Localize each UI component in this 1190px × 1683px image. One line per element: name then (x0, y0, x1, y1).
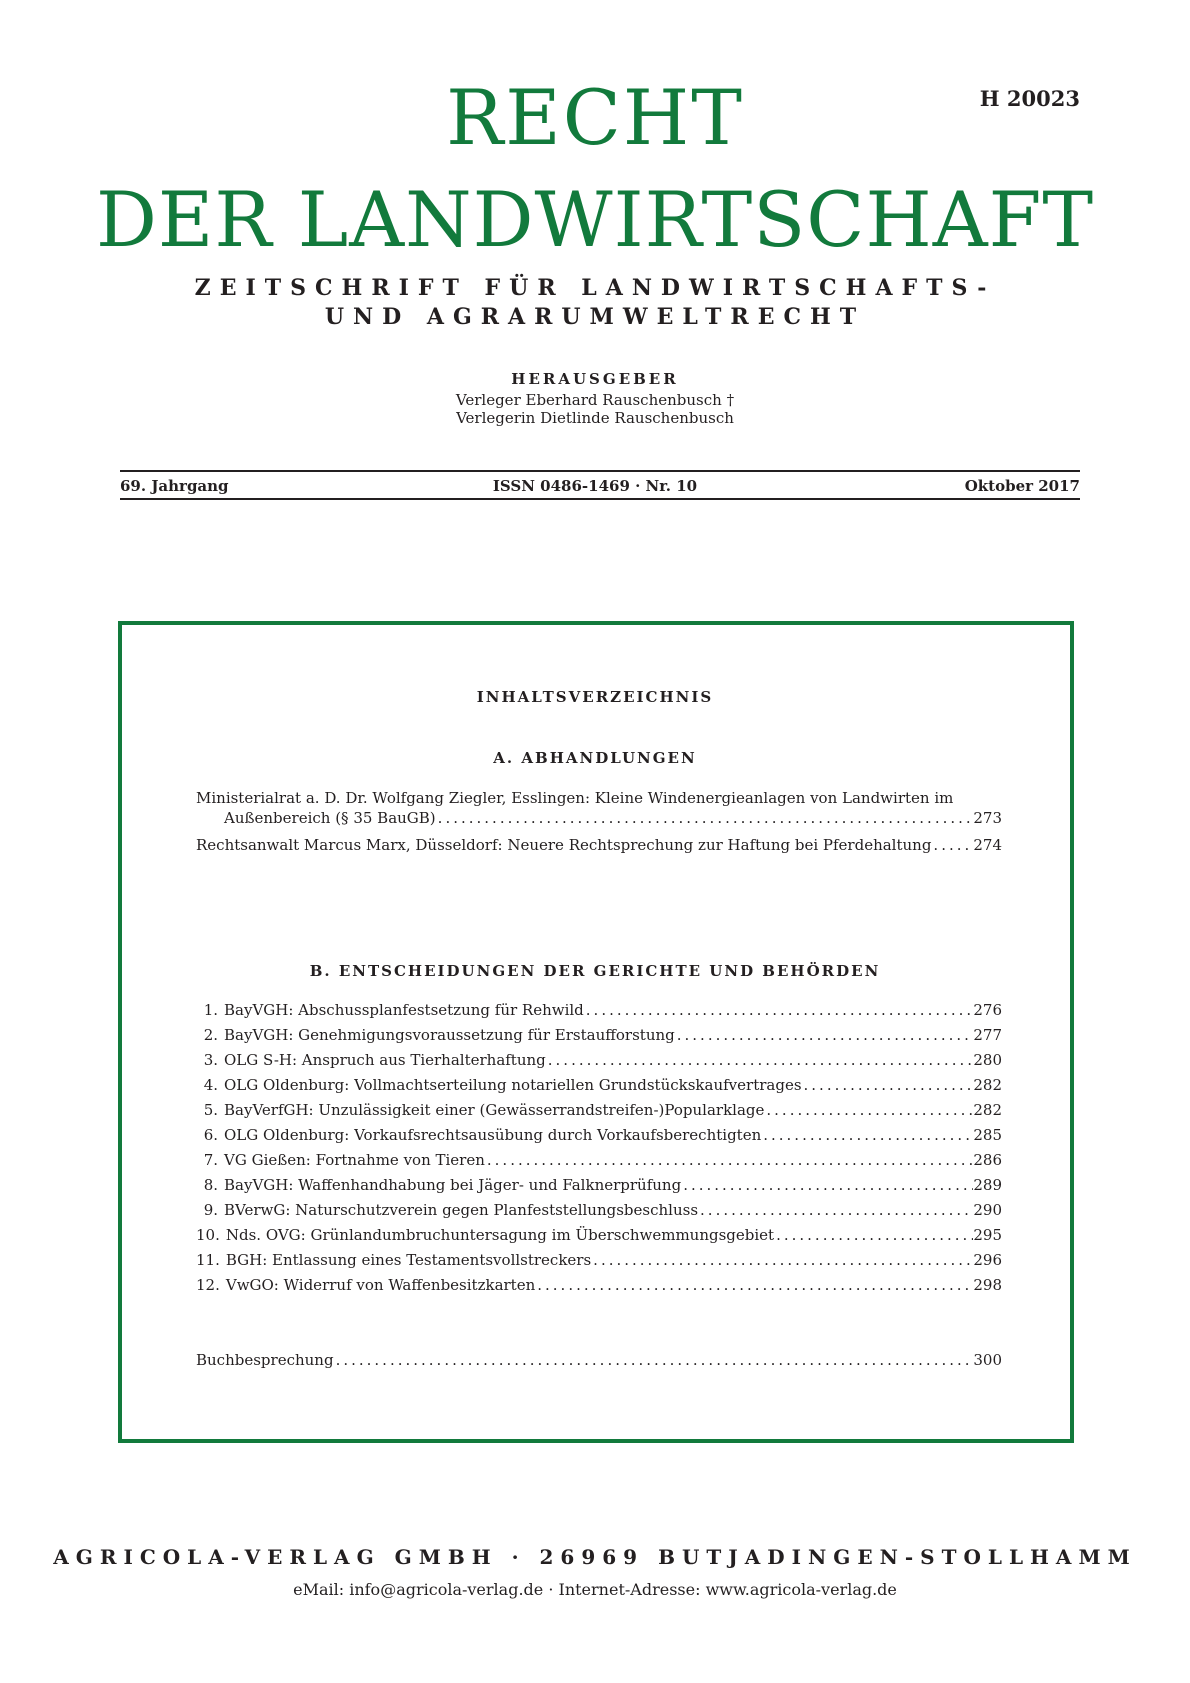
toc-entry-text: Nds. OVG: Grünlandumbruchuntersagung im Überschwemmungsgebiet (225, 1226, 775, 1244)
toc-entry-text: OLG Oldenburg: Vorkaufsrechtsausübung durch Vorkaufsberechtigten (224, 1126, 762, 1144)
toc-entry-text: BayVGH: Genehmigungsvoraussetzung für Erstaufforstung (224, 1026, 675, 1044)
toc-entry-text: BayVerfGH: Unzulässigkeit einer (Gewässerrandstreifen-)Popularklage (224, 1101, 765, 1119)
book-review-entry (196, 1350, 1002, 1370)
publisher-contact: eMail: info@agricola-verlag.de · Internet-Adresse: www.agricola-verlag.de (293, 1580, 897, 1599)
toc-page-number: 298 (973, 1276, 1002, 1294)
entry-number: 8. (203, 1176, 218, 1194)
toc-page-number: 300 (973, 1351, 1002, 1369)
toc-page-number: 273 (973, 809, 1002, 827)
toc-entry-text: VwGO: Widerruf von Waffenbesitzkarten (225, 1276, 536, 1294)
editors-heading: HERAUSGEBER (511, 370, 679, 388)
issue-volume: 69. Jahrgang (120, 477, 229, 495)
toc-page-number: 282 (973, 1076, 1002, 1094)
toc-entry-text: BayVGH: Waffenhandhabung bei Jäger- und Falknerprüfung (224, 1176, 682, 1194)
decision-entry (196, 1250, 1002, 1270)
entry-number: 1. (203, 1001, 218, 1019)
decision-entry (196, 1075, 1002, 1095)
toc-page-number: 289 (973, 1176, 1002, 1194)
decision-entry (196, 1225, 1002, 1245)
issue-date: Oktober 2017 (964, 477, 1080, 495)
decision-entry (196, 1000, 1002, 1020)
entry-number: 5. (203, 1101, 218, 1119)
decision-entry (196, 1150, 1002, 1170)
toc-entry-text: VG Gießen: Fortnahme von Tieren (224, 1151, 485, 1169)
toc-page-number: 286 (973, 1151, 1002, 1169)
toc-page-number: 274 (973, 836, 1002, 854)
toc-entry-text: Ministerialrat a. D. Dr. Wolfgang Ziegler, Esslingen: Kleine Windenergieanlagen von Landwirten im (196, 789, 954, 807)
dot-leader (675, 1025, 974, 1045)
issue-issn-number: ISSN 0486-1469 · Nr. 10 (492, 477, 698, 495)
toc-page-number: 290 (973, 1201, 1002, 1219)
dot-leader (774, 1225, 973, 1245)
dot-leader (436, 808, 974, 828)
dot-leader (764, 1100, 973, 1120)
entry-number: 3. (203, 1051, 218, 1069)
toc-entry-text: BayVGH: Abschussplanfestsetzung für Rehwild (224, 1001, 584, 1019)
journal-title-line2: DER LANDWIRTSCHAFT (95, 175, 1095, 264)
toc-page-number: 282 (973, 1101, 1002, 1119)
dot-leader (546, 1050, 974, 1070)
decision-entry (196, 1025, 1002, 1045)
entry-number: 6. (203, 1126, 218, 1144)
entry-number: 11. (196, 1251, 220, 1269)
decision-entry (196, 1200, 1002, 1220)
toc-entry-text: OLG S-H: Anspruch aus Tierhalterhaftung (224, 1051, 546, 1069)
dot-leader (681, 1175, 973, 1195)
toc-entry-text: BGH: Entlassung eines Testamentsvollstreckers (225, 1251, 592, 1269)
journal-code: H 20023 (979, 86, 1080, 111)
dot-leader (584, 1000, 974, 1020)
toc-entry-text: Buchbesprechung (196, 1351, 334, 1369)
entry-number: 4. (203, 1076, 218, 1094)
toc-entry-text: Rechtsanwalt Marcus Marx, Düsseldorf: Neuere Rechtsprechung zur Haftung bei Pferdehaltung (196, 836, 932, 854)
journal-subtitle-line2: UND AGRARUMWELTRECHT (324, 304, 866, 330)
toc-page-number: 277 (973, 1026, 1002, 1044)
toc-page-number: 280 (973, 1051, 1002, 1069)
toc-entry (196, 835, 1002, 855)
section-b-heading: B. ENTSCHEIDUNGEN DER GERICHTE UND BEHÖRDEN (309, 962, 881, 980)
toc-entry-text: BVerwG: Naturschutzverein gegen Planfeststellungsbeschluss (224, 1201, 699, 1219)
toc-page-number: 295 (973, 1226, 1002, 1244)
dot-leader (931, 835, 973, 855)
journal-title-line1: RECHT (446, 73, 744, 162)
decision-entry (196, 1175, 1002, 1195)
decision-entry (196, 1125, 1002, 1145)
issue-bar-top-rule (120, 470, 1080, 472)
entry-number: 9. (203, 1201, 218, 1219)
dot-leader (485, 1150, 973, 1170)
entry-number: 10. (196, 1226, 220, 1244)
dot-leader (698, 1200, 973, 1220)
journal-subtitle-line1: ZEITSCHRIFT FÜR LANDWIRTSCHAFTS- (194, 275, 996, 301)
toc-page-number: 276 (973, 1001, 1002, 1019)
editor-name: Verlegerin Dietlinde Rauschenbusch (456, 409, 734, 427)
dot-leader (802, 1075, 974, 1095)
dot-leader (591, 1250, 973, 1270)
toc-entry-text: Außenbereich (§ 35 BauGB) (224, 809, 436, 827)
decision-entry (196, 1050, 1002, 1070)
toc-entry (196, 788, 1002, 828)
entry-number: 12. (196, 1276, 220, 1294)
decision-entry (196, 1275, 1002, 1295)
section-a-heading: A. ABHANDLUNGEN (493, 749, 697, 767)
toc-title: INHALTSVERZEICHNIS (476, 688, 714, 706)
toc-page-number: 296 (973, 1251, 1002, 1269)
dot-leader (334, 1350, 974, 1370)
dot-leader (535, 1275, 973, 1295)
publisher-name: AGRICOLA-VERLAG GMBH · 26969 BUTJADINGEN-STOLLHAMM (53, 1545, 1137, 1569)
toc-entry-text: OLG Oldenburg: Vollmachtserteilung notariellen Grundstückskaufvertrages (224, 1076, 802, 1094)
entry-number: 2. (203, 1026, 218, 1044)
toc-page-number: 285 (973, 1126, 1002, 1144)
decision-entry (196, 1100, 1002, 1120)
issue-bar-bottom-rule (120, 498, 1080, 500)
dot-leader (761, 1125, 973, 1145)
editor-name: Verleger Eberhard Rauschenbusch † (455, 391, 735, 409)
entry-number: 7. (203, 1151, 218, 1169)
